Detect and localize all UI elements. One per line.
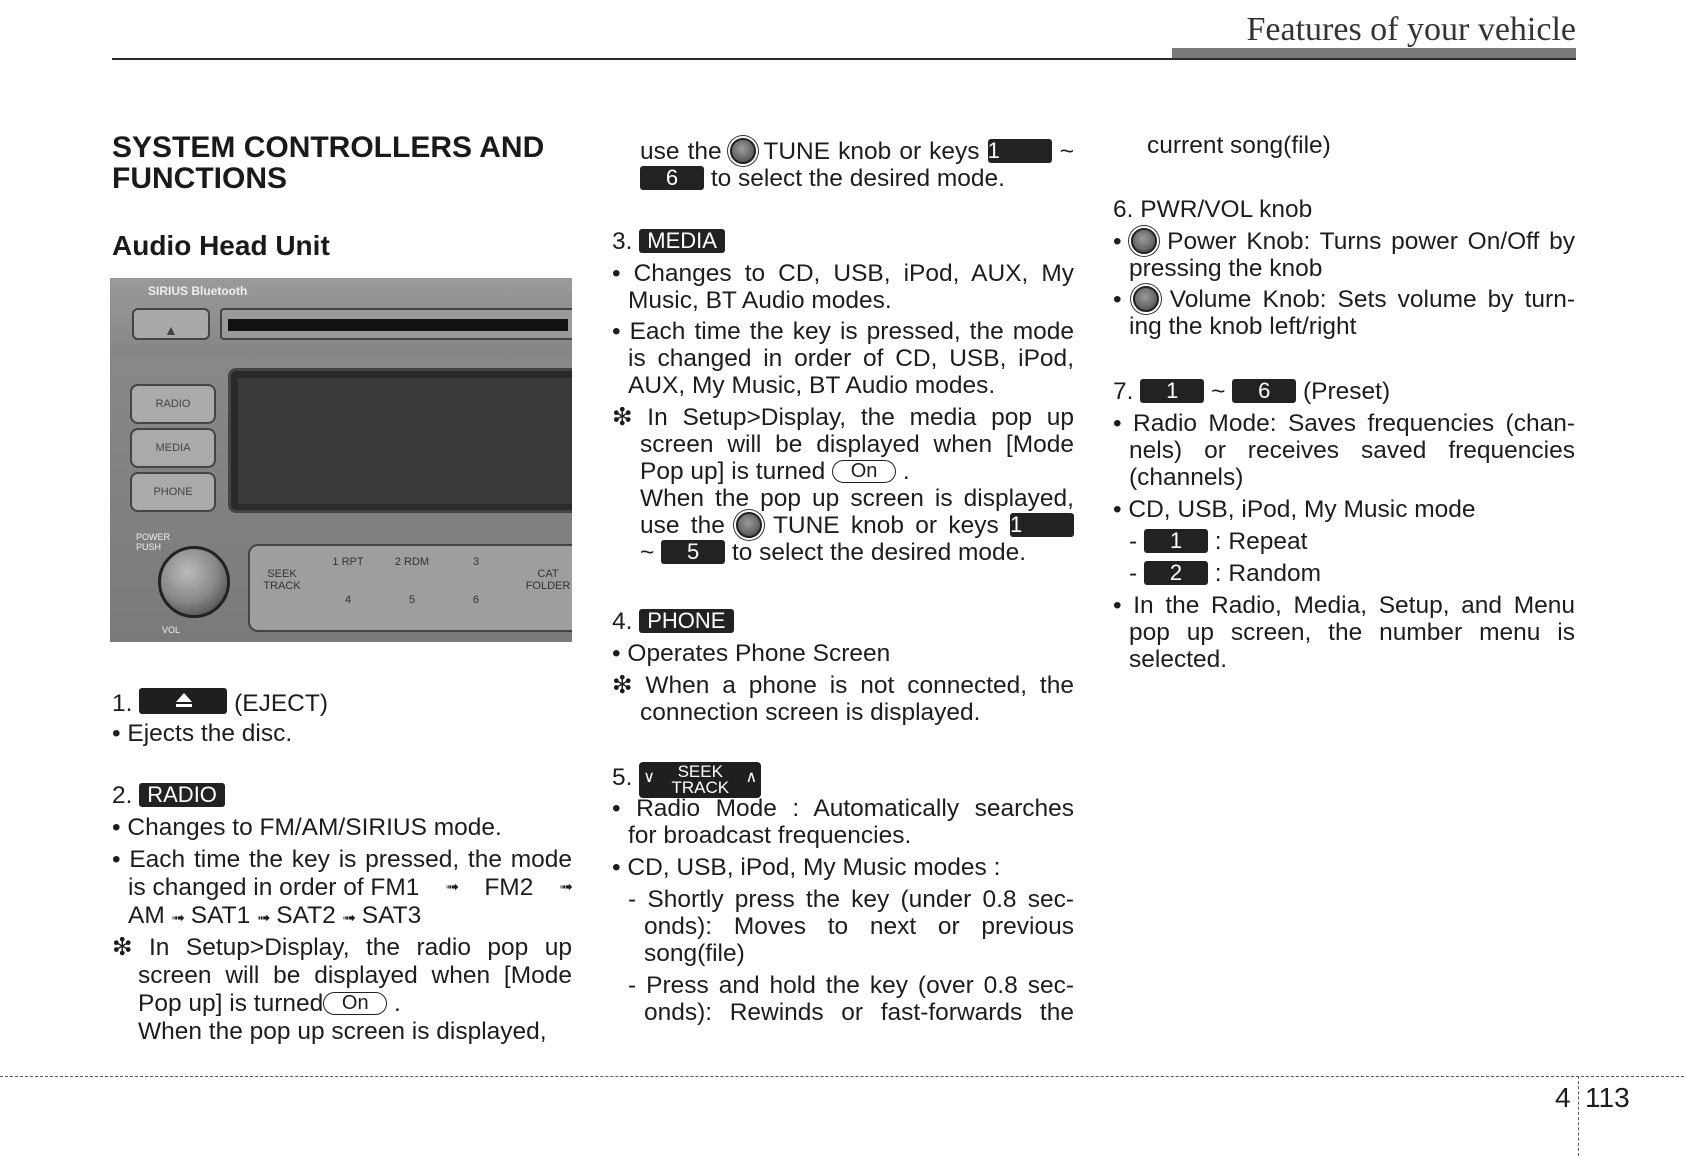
item-4-note: ❇ When a phone is not connected, the <box>612 672 1074 699</box>
item-7-title: 7. 1 ~ 6 (Preset) <box>1113 378 1391 405</box>
preset-key-1: 1 <box>1140 379 1204 403</box>
repeat-line: - 1 : Repeat <box>1129 528 1308 555</box>
item-5-dash-1: - Shortly press the key (under 0.8 sec- <box>628 886 1074 913</box>
item-7-bullet-1-cont2: (channels) <box>1129 464 1244 491</box>
footer-rule <box>0 1076 1684 1077</box>
item-7-bullet-2: • CD, USB, iPod, My Music mode <box>1113 496 1476 523</box>
seek-track-key: ∨ SEEK TRACK ∧ <box>639 762 761 798</box>
item-7-bullet-3: • In the Radio, Media, Setup, and Menu <box>1113 592 1575 619</box>
eject-icon: ▲ <box>164 322 178 338</box>
footer-divider <box>1578 1076 1579 1156</box>
volume-knob-icon <box>1133 286 1159 312</box>
item-2-bullet-2-cont: is changed in order of FM1 ➟ FM2 ➟ <box>128 874 572 901</box>
item-3-bullet-1-cont: Music, BT Audio modes. <box>628 287 892 314</box>
item-1-title: 1. (EJECT) <box>112 690 328 717</box>
eject-key-icon <box>139 688 227 714</box>
preset-2-label: 2 RDM <box>394 556 430 568</box>
item-6-bullet-2-cont: ing the knob left/right <box>1129 313 1357 340</box>
item-6-bullet-2: • Volume Knob: Sets volume by turn- <box>1113 286 1575 313</box>
item-3-note: ❇ In Setup>Display, the media pop up <box>612 404 1074 431</box>
radio-key: RADIO <box>139 783 225 807</box>
cat-folder-label: CAT FOLDER <box>525 568 571 592</box>
item-7-bullet-3-cont: pop up screen, the number menu is <box>1129 619 1575 646</box>
item-2-note: ❇ In Setup>Display, the radio pop up <box>112 934 572 961</box>
item-2-title: 2. RADIO <box>112 782 572 810</box>
phone-button-photo: PHONE <box>130 472 216 512</box>
power-volume-knob <box>158 546 230 618</box>
item-4-bullet: • Operates Phone Screen <box>612 640 891 667</box>
preset-key-6: 6 <box>640 166 704 190</box>
brand-logo: SIRIUS Bluetooth <box>148 284 248 298</box>
item-5-dash-2: - Press and hold the key (over 0.8 sec- <box>628 972 1074 999</box>
item-3-note-cont3: When the pop up screen is displayed, <box>640 485 1074 512</box>
item-4-note-cont: connection screen is displayed. <box>640 699 981 726</box>
tune-line-1: use the TUNE knob or keys 1 ~ <box>640 138 1075 165</box>
item-2-bullet-1: • Changes to FM/AM/SIRIUS mode. <box>112 814 502 841</box>
tune-knob-icon <box>730 138 756 164</box>
item-3-note-cont5: ~ 5 to select the desired mode. <box>640 539 1027 566</box>
item-3-title: 3. MEDIA <box>612 228 1074 256</box>
random-line: - 2 : Random <box>1129 560 1321 587</box>
preset-key-1: 1 <box>988 139 1052 163</box>
preset-key-2: 2 <box>1144 561 1208 585</box>
media-button-photo: MEDIA <box>130 428 216 468</box>
item-4-title: 4. PHONE <box>612 608 1074 636</box>
audio-head-unit-photo <box>110 278 572 642</box>
preset-1-label: 1 RPT <box>332 556 364 568</box>
header-rule <box>112 58 1576 60</box>
seek-track-label: SEEK TRACK <box>263 568 301 592</box>
arrow-icon: ➟ <box>445 879 459 896</box>
item-5-title: 5. ∨ SEEK TRACK ∧ <box>612 762 1074 798</box>
main-heading-line1: SYSTEM CONTROLLERS AND <box>112 131 545 164</box>
on-toggle-icon: On <box>832 460 896 483</box>
item-6-title: 6. PWR/VOL knob <box>1113 196 1313 223</box>
item-3-bullet-2-cont2: AUX, My Music, BT Audio modes. <box>628 372 996 399</box>
preset-key-6: 6 <box>1232 379 1296 403</box>
item-6-bullet-1: • Power Knob: Turns power On/Off by <box>1113 228 1575 255</box>
item-7-bullet-1: • Radio Mode: Saves frequencies (chan- <box>1113 410 1575 437</box>
arrow-icon: ➟ <box>171 910 184 927</box>
item-2-bullet-2-cont2: AM ➟ SAT1 ➟ SAT2 ➟ SAT3 <box>128 902 422 929</box>
item-5-dash-2-cont: onds): Rewinds or fast-forwards the <box>644 999 1074 1026</box>
item-3-bullet-2: • Each time the key is pressed, the mode <box>612 318 1074 345</box>
preset-key-1: 1 <box>1144 529 1208 553</box>
item-7-bullet-1-cont: nels) or receives saved frequencies <box>1129 437 1575 464</box>
item-5-bullet-2: • CD, USB, iPod, My Music modes : <box>612 854 1001 881</box>
item-5-bullet-1: • Radio Mode : Automatically searches <box>612 795 1074 822</box>
power-label: POWER PUSH <box>136 532 171 552</box>
arrow-icon: ➟ <box>342 910 355 927</box>
item-3-bullet-1: • Changes to CD, USB, iPod, AUX, My <box>612 260 1074 287</box>
page-number: 113 <box>1585 1082 1630 1113</box>
main-heading-line2: FUNCTIONS <box>112 162 287 195</box>
item-1-bullet: • Ejects the disc. <box>112 720 293 747</box>
on-toggle-icon: On <box>323 992 387 1015</box>
chevron-down-icon: ∨ <box>643 769 655 786</box>
item-5-dash-1-cont2: song(file) <box>644 940 745 967</box>
preset-4-label: 4 <box>344 594 352 606</box>
tune-knob-icon <box>736 512 762 538</box>
preset-6-label: 6 <box>472 594 480 606</box>
section-title: Features of your vehicle <box>1246 11 1576 48</box>
item-6-bullet-1-cont: pressing the knob <box>1129 255 1323 282</box>
arrow-icon: ➟ <box>559 879 572 896</box>
chevron-up-icon: ∧ <box>745 769 758 786</box>
media-key: MEDIA <box>639 229 725 253</box>
tune-line-2: 6 to select the desired mode. <box>640 165 1074 193</box>
chapter-number: 4 <box>1555 1082 1571 1113</box>
preset-3-label: 3 <box>472 556 480 568</box>
subheading: Audio Head Unit <box>112 230 330 261</box>
item-2-bullet-2: • Each time the key is pressed, the mode <box>112 846 572 873</box>
preset-key-1: 1 <box>1010 513 1074 537</box>
item-2-note-cont: screen will be displayed when [Mode <box>138 962 572 989</box>
item-5-bullet-1-cont: for broadcast frequencies. <box>628 822 912 849</box>
item-2-note-cont3: When the pop up screen is displayed, <box>138 1018 547 1045</box>
preset-5-label: 5 <box>408 594 416 606</box>
item-3-note-cont2: Pop up] is turned On . <box>640 458 910 485</box>
radio-button-photo: RADIO <box>130 384 216 424</box>
item-2-note-cont2: Pop up] is turned On . <box>138 990 401 1017</box>
vol-label: VOL <box>162 625 181 635</box>
arrow-icon: ➟ <box>257 910 270 927</box>
item-7-bullet-3-cont2: selected. <box>1129 646 1228 673</box>
disc-slot <box>220 308 572 340</box>
display-screen <box>238 378 572 504</box>
phone-key: PHONE <box>639 609 733 633</box>
item-3-note-cont4: use the TUNE knob or keys 1 <box>640 512 1074 540</box>
item-5-dash-1-cont: onds): Moves to next or previous <box>644 913 1074 940</box>
continued-text: current song(file) <box>1147 132 1331 159</box>
item-3-note-cont: screen will be displayed when [Mode <box>640 431 1074 458</box>
eject-button-photo <box>132 308 210 340</box>
preset-key-5: 5 <box>661 540 725 564</box>
power-knob-icon <box>1131 228 1157 254</box>
item-3-bullet-2-cont: is changed in order of CD, USB, iPod, <box>628 345 1074 372</box>
